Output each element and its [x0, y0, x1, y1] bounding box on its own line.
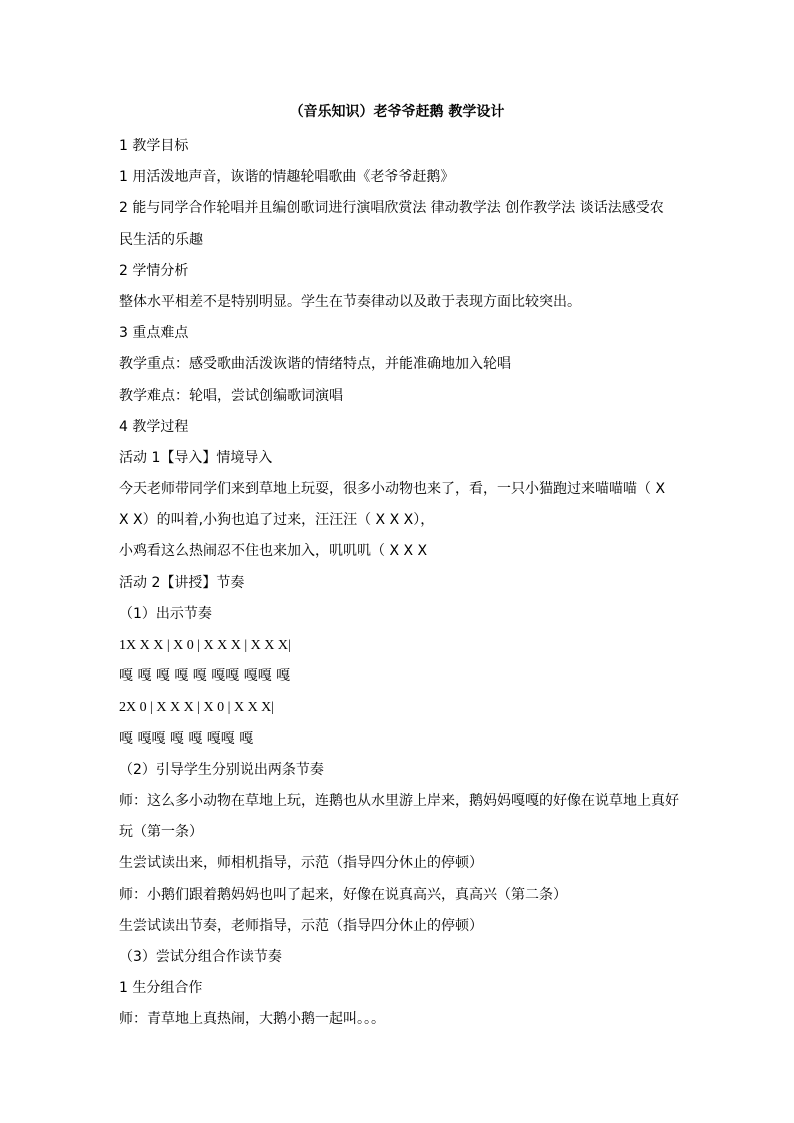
rhythm-1-notation: 1X X X | X 0 | X X X | X X X| [119, 638, 291, 653]
objective-2-continued: 民生活的乐趣 [119, 231, 203, 248]
rhythm-2-notation: 2X 0 | X X X | X 0 | X X X| [119, 700, 275, 716]
step-1-heading: （1）出示节奏 [119, 605, 212, 622]
document-body [119, 131, 685, 1035]
teacher-line-3: 师：青草地上真热闹，大鹅小鹅一起叫。。。 [119, 1011, 385, 1028]
activity-1-paragraph: 今天老师带同学们来到草地上玩耍，很多小动物也来了，看，一只小猫跑过来喵喵喵（ X [119, 481, 666, 498]
activity-2-heading: 活动 2【讲授】节奏 [119, 574, 245, 591]
section-heading-key-points: 3 重点难点 [119, 325, 189, 342]
student-line-2: 生尝试读出节奏，老师指导，示范（指导四分休止的停顿） [119, 917, 483, 934]
rhythm-1-lyrics: 嘎 嘎 嘎 嘎 嘎 嘎嘎 嘎嘎 嘎 [119, 668, 291, 685]
group-work-item: 1 生分组合作 [119, 980, 203, 997]
document-title: （音乐知识）老爷爷赶鹅 教学设计 [289, 104, 505, 120]
step-2-heading: （2）引导学生分别说出两条节奏 [119, 761, 324, 778]
teacher-line-1: 师：这么多小动物在草地上玩，连鹅也从水里游上岸来，鹅妈妈嘎嘎的好像在说草地上真好 [119, 792, 679, 809]
key-point-difficulty: 教学难点：轮唱，尝试创编歌词演唱 [119, 387, 343, 404]
activity-1-paragraph-end: 小鸡看这么热闹忍不住也来加入，叽叽叽（ X X X [119, 543, 428, 560]
activity-1-heading: 活动 1【导入】情境导入 [119, 449, 273, 466]
student-line-1: 生尝试读出来，师相机指导，示范（指导四分休止的停顿） [119, 855, 483, 872]
section-heading-student-analysis: 2 学情分析 [119, 262, 189, 279]
activity-1-paragraph-continued: X X）的叫着,小狗也追了过来，汪汪汪（ X X X）， [119, 512, 435, 529]
objective-1: 1 用活泼地声音，诙谐的情趣轮唱歌曲《老爷爷赶鹅》 [119, 169, 455, 186]
teacher-line-2: 师：小鹅们跟着鹅妈妈也叫了起来，好像在说真高兴，真高兴（第二条） [119, 886, 567, 903]
step-3-heading: （3）尝试分组合作读节奏 [119, 948, 282, 965]
objective-2: 2 能与同学合作轮唱并且编创歌词进行演唱欣赏法 律动教学法 创作教学法 谈话法感受农 [119, 200, 664, 217]
section-heading-process: 4 教学过程 [119, 418, 189, 435]
key-point-focus: 教学重点：感受歌曲活泼诙谐的情绪特点，并能准确地加入轮唱 [119, 356, 511, 373]
teacher-line-1-continued: 玩（第一条） [119, 824, 203, 841]
student-analysis-text: 整体水平相差不是特别明显。学生在节奏律动以及敢于表现方面比较突出。 [119, 293, 581, 310]
section-heading-objectives: 1 教学目标 [119, 138, 189, 154]
rhythm-2-lyrics: 嘎 嘎嘎 嘎 嘎 嘎嘎 嘎 [119, 730, 254, 747]
